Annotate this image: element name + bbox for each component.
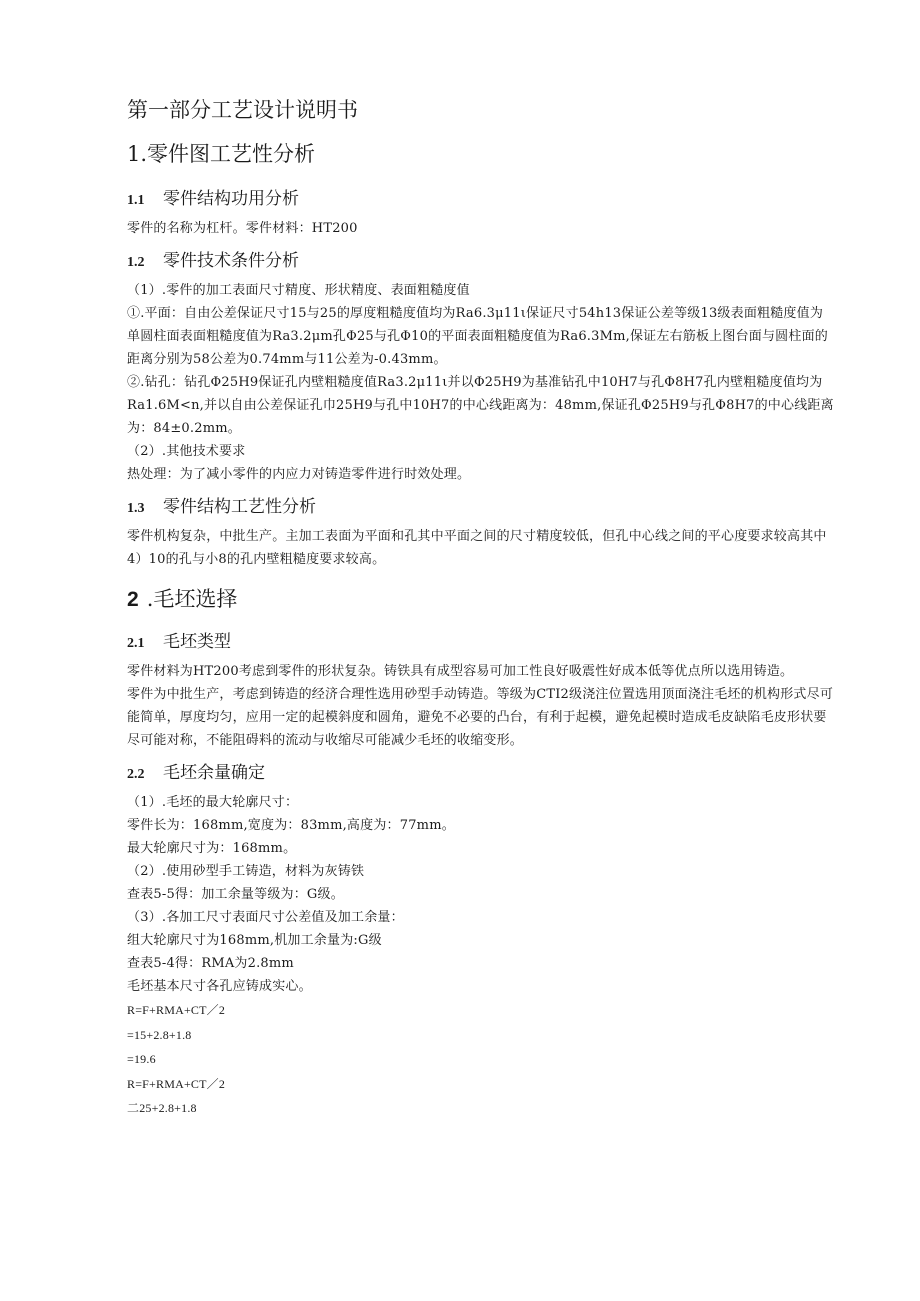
formula-line: =19.6 xyxy=(127,1052,156,1066)
document-body xyxy=(127,94,835,1121)
document-title: 第一部分工艺设计说明书 xyxy=(127,98,358,122)
section-title: 零件结构功用分析 xyxy=(163,189,299,209)
section-number: 2.1 xyxy=(127,636,145,651)
section-1-2-heading xyxy=(127,246,835,271)
paragraph: 最大轮廓尺寸为：168mm。 xyxy=(127,841,297,856)
paragraph: 查表5-4得：RMA为2.8mm xyxy=(127,956,294,971)
paragraph: ②.钻孔：钻孔Φ25H9保证孔内壁粗糙度值Ra3.2μ11ι并以Φ25H9为基准钻孔中10H7与孔Φ8H7孔内壁粗糙度值均为Ra1.6M<n,并以自由公差保证孔巾25H9与孔中10H7的中心线距离为：48mm,保证孔Φ25H9与孔Φ8H7的中心线距离为：84±0.2mm。 xyxy=(127,375,834,436)
section-1-heading: 1.零件图工艺性分析 xyxy=(127,142,316,166)
paragraph: （3）.各加工尺寸表面尺寸公差值及加工余量： xyxy=(127,910,404,925)
section-1-1-heading xyxy=(127,184,835,209)
section-title: 毛坯余量确定 xyxy=(163,763,265,783)
formula-line: =15+2.8+1.8 xyxy=(127,1027,192,1042)
paragraph: （2）.其他技术要求 xyxy=(127,444,246,459)
formula-line: 二25+2.8+1.8 xyxy=(127,1101,197,1115)
paragraph: 热处理：为了减小零件的内应力对铸造零件进行时效处理。 xyxy=(127,467,471,482)
section-title: 零件技术条件分析 xyxy=(163,251,299,271)
paragraph: 组大轮廓尺寸为168mm,机加工余量为:G级 xyxy=(127,933,382,948)
paragraph: 查表5-5得：加工余量等级为：G级。 xyxy=(127,887,344,902)
paragraph: 零件材料为HT200考虑到零件的形状复杂。铸铁具有成型容易可加工性良好吸震性好成本低等优点所以选用铸造。 xyxy=(127,664,794,679)
section-2-1-heading xyxy=(127,627,835,652)
paragraph: 零件为中批生产，考虑到铸造的经济合理性选用砂型手动铸造。等级为CTI2级浇注位置选用顶面浇注毛坯的机构形式尽可能简单，厚度均匀，应用一定的起模斜度和圆角，避免不必要的凸台，有利于起模，避免起模时造成毛皮缺陷毛皮形状要尽可能对称，不能阻碍料的流动与收缩尽可能减少毛坯的收缩变形。 xyxy=(127,687,834,748)
paragraph: 零件的名称为杠杆。零件材料：HT200 xyxy=(127,221,358,236)
section-number: 2.2 xyxy=(127,767,145,782)
section-title: 毛坯类型 xyxy=(163,632,231,652)
section-title: .毛坯选择 xyxy=(146,587,238,611)
formula-line: R=F+RMA+CT／2 xyxy=(127,1003,226,1017)
section-1-3-heading xyxy=(127,492,835,517)
section-number: 1.3 xyxy=(127,501,145,516)
paragraph: 毛坯基本尺寸各孔应铸成实心。 xyxy=(127,979,312,994)
section-title: 零件结构工艺性分析 xyxy=(163,497,316,517)
paragraph: （2）.使用砂型手工铸造，材料为灰铸铁 xyxy=(127,864,365,879)
paragraph: 零件长为：168mm,宽度为：83mm,高度为：77mm。 xyxy=(127,818,455,833)
section-number: 2 xyxy=(127,588,139,611)
paragraph: （1）.零件的加工表面尺寸精度、形状精度、表面粗糙度值 xyxy=(127,283,470,298)
paragraph: 零件机构复杂，中批生产。主加工表面为平面和孔其中平面之间的尺寸精度较低，但孔中心线之间的平心度要求较高其中4）10的孔与小8的孔内壁粗糙度要求较高。 xyxy=(127,529,827,567)
paragraph: ①.平面：自由公差保证尺寸15与25的厚度粗糙度值均为Ra6.3μ11ι保证尺寸54h13保证公差等级13级表面粗糙度值为单圆柱面表面粗糙度值为Ra3.2μm孔Φ25与孔Φ10的平面表面粗糙度值为Ra6.3Mm,保证左右筋板上图台面与圆柱面的距离分别为58公差为0.74mm与11公差为-0.43mm。 xyxy=(127,306,828,367)
section-number: 1.1 xyxy=(127,193,145,208)
section-2-2-heading xyxy=(127,758,835,783)
section-2-heading xyxy=(127,583,835,613)
paragraph: （1）.毛坯的最大轮廓尺寸： xyxy=(127,795,299,810)
formula-line: R=F+RMA+CT／2 xyxy=(127,1076,226,1091)
section-number: 1.2 xyxy=(127,255,145,270)
